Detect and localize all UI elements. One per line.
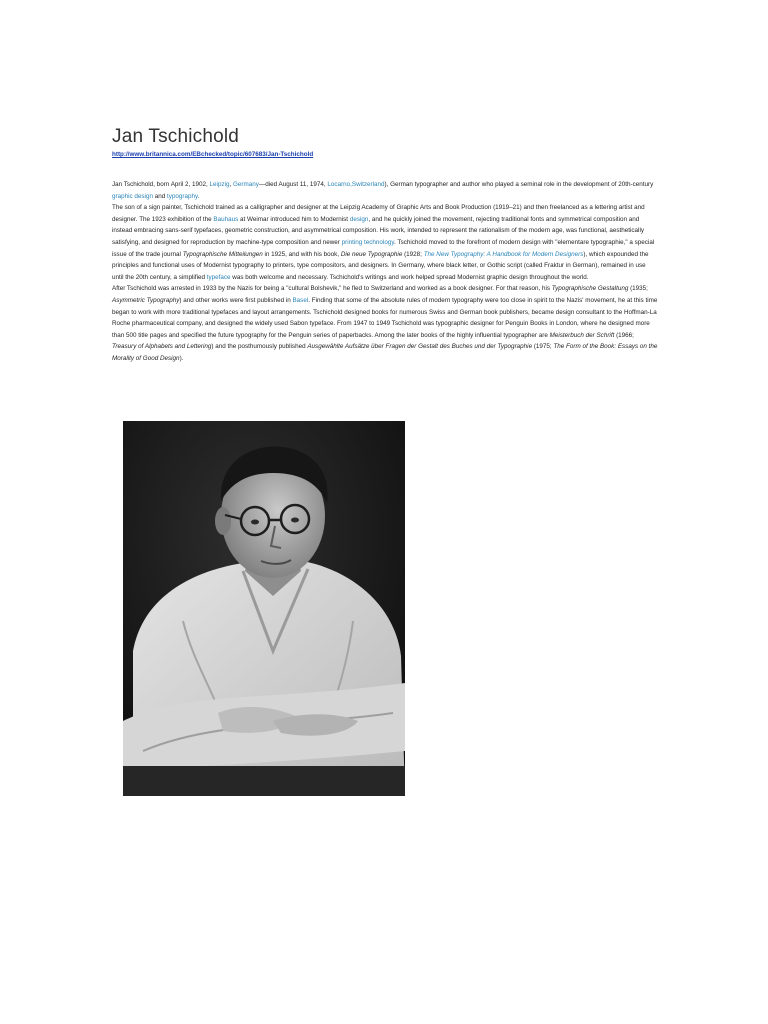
text-span: ) and other works were first published in [179,296,293,304]
portrait-illustration [123,421,405,796]
link-typeface[interactable]: typeface [206,273,231,281]
page-title: Jan Tschichold [112,126,240,147]
link-bauhaus[interactable]: Bauhaus [213,215,239,223]
italic-title: The Form of the Book: Essays on the Morality of Good Design [112,343,658,362]
link-locarno-switzerland[interactable]: Locarno,Switzerland [327,181,385,188]
source-url-link[interactable]: http://www.britannica.com/EBchecked/topic/607683/Jan-Tschichold [112,151,314,158]
text-span: ). [179,354,184,362]
text-span: After Tschichold was arrested in 1933 by the Nazis for being a "cultural Bolshevik," he fled to Switzerland and worked as a book designer. For that reason, his [112,285,552,293]
text-span: at Weimar introduced him to Modernist [238,215,350,223]
text-span: ), German typographer and author who played a seminal role in the development of 20th-century [384,181,654,188]
italic-title: Meisterbuch der Schrift [549,331,615,339]
paragraph-intro [112,179,658,202]
link-design[interactable]: design [349,215,369,223]
paragraph-later-life [112,283,658,364]
text-span: Jan Tschichold, born April 2, 1902, [112,181,210,188]
text-span: —died August 11, 1974, [258,181,328,188]
italic-title: Treasury of Alphabets and Lettering [112,343,212,351]
text-span: (1975; [532,343,554,351]
text-span: . Finding that some of the absolute rules of modern typography were too close in spirit to the Nazis' movement, he at this time began to work with more traditional typefaces and layout arrangements. Tschichold designed books for numerous Swiss and German book publishers, became design consultant to the Hoffman-La Roche pharmaceutical company, and designed the widely used Sabon typeface. From 1947 to 1949 Tschichold was typographic designer for Penguin Books in London, where he designed more than 500 title pages and specified the future typography for the Penguin series of paperbacks. Among the later books of the highly influential typographer are [112,296,658,339]
text-span: was both welcome and necessary. Tschichold's writings and work helped spread Modernist graphic design throughout the world. [230,273,589,281]
text-span: The son of a sign painter, Tschichold trained as a calligrapher and designer at the Leipzig Academy of Graphic Arts and Book Production (1919–21) and then freelanced as a lettering artist and designer. The 1923 exhibition of the [112,204,645,223]
text-span: . [197,192,200,200]
text-span: (1935; [628,285,648,293]
text-span: . Tschichold moved to the forefront of modern design with "elementare typographie," a special issue of the trade journal [112,238,655,258]
italic-title: Asymmetric Typography [112,296,180,304]
link-graphic-design[interactable]: graphic design [112,192,153,200]
text-span: ), which expounded the principles and functional uses of Modernist typography to printers, type compositors, and designers. In Germany, where black letter, or Gothic script (called Fraktur in German), remained in use until the 20th century, a simplified [112,250,649,281]
link-the-new-typography[interactable]: The New Typography: A Handbook for Modern Designers [423,250,584,258]
text-span: , and he quickly joined the movement, rejecting traditional fonts and symmetrical composition and instead embracing sans-serif typefaces, geometric construction, and asymmetrical composition. His work, intended to represent the rationalism of the modern age, was functional, aesthetically satisfying, and designed for reproduction by machine-type composition and newer [112,215,644,246]
text-span: , [229,181,234,188]
italic-title: Typographische Mitteilungen [182,250,263,258]
link-basel[interactable]: Basel [292,296,309,304]
italic-title: Ausgewählte Aufsätze über Fragen der Gestalt des Buches und der Typographie [307,343,533,351]
link-typography[interactable]: typography [166,192,198,200]
paragraph-career [112,202,658,283]
italic-title: Die neue Typographie [340,250,403,258]
article-body [112,179,658,365]
link-leipzig[interactable]: Leipzig [209,181,230,188]
portrait-photo [123,421,405,796]
text-span: (1928; [402,250,424,258]
italic-title: Typographische Gestaltung [551,285,629,293]
link-printing-technology[interactable]: printing technology [341,238,395,246]
text-span: (1966; [614,331,634,339]
text-span: and [152,192,167,200]
text-span: ) and the posthumously published [211,343,308,351]
text-span: in 1925, and with his book, [262,250,341,258]
link-germany[interactable]: Germany [233,181,259,188]
